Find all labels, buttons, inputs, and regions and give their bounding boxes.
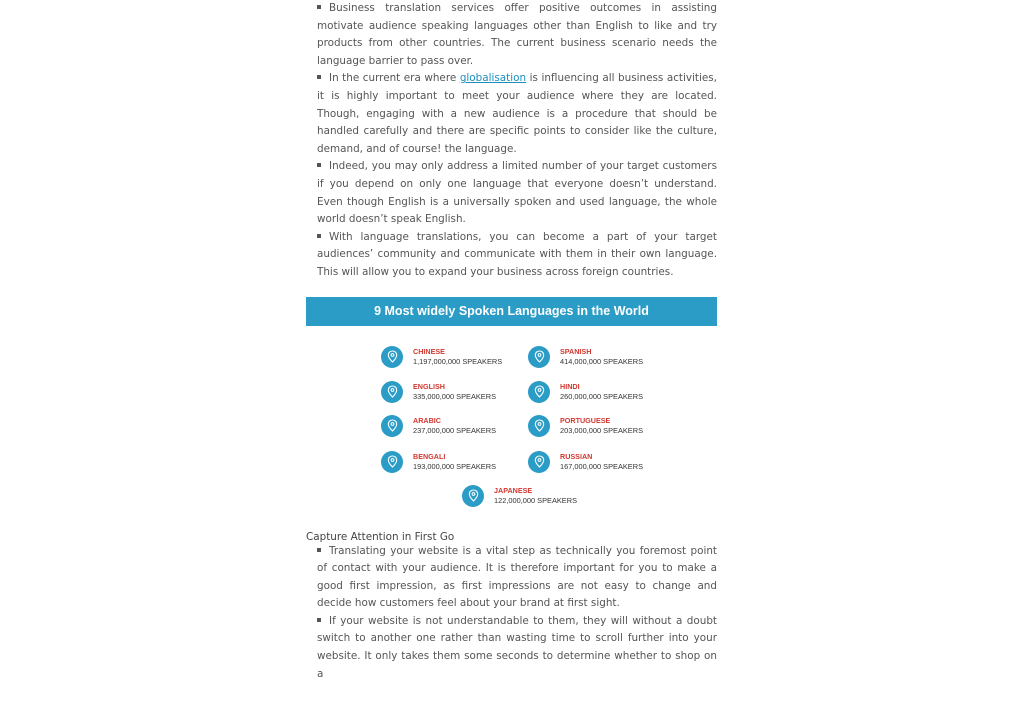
language-name: PORTUGUESE <box>560 415 611 425</box>
language-name: RUSSIAN <box>560 451 593 461</box>
location-pin-icon <box>528 346 550 368</box>
list-item: Business translation services offer positive outcomes in assisting motivate audience speaking languages other than English to like and try products from other countries. The current business scenario needs the language barrier to pass over. <box>317 2 717 67</box>
benefits-list <box>306 0 717 282</box>
first-impression-list <box>306 543 717 684</box>
speaker-count: 335,000,000 SPEAKERS <box>413 391 496 401</box>
list-item: In the current era where globalisation is influencing all business activities, it is highly important to meet your audience where they are located. Though, engaging with a new audience is a procedure that should be handled carefully and there are specific points to consider like the culture, demand, and of course! the language. <box>317 72 717 155</box>
location-pin-icon <box>528 415 550 437</box>
speaker-count: 203,000,000 SPEAKERS <box>560 425 643 435</box>
language-name: JAPANESE <box>494 485 533 495</box>
list-item: With language translations, you can become a part of your target audiences’ community and communicate with them in their own language. This will allow you to expand your business across foreign countries. <box>317 230 717 278</box>
language-name: CHINESE <box>413 346 445 356</box>
language-item-russian <box>528 451 643 473</box>
location-pin-icon <box>381 415 403 437</box>
languages-infographic <box>306 297 717 511</box>
speaker-count: 122,000,000 SPEAKERS <box>494 495 577 505</box>
list-item: If your website is not understandable to them, they will without a doubt switch to another one rather than wasting time to scroll further into your website. It only takes them some seconds to determine whether to shop on a <box>317 614 717 680</box>
speaker-count: 237,000,000 SPEAKERS <box>413 425 496 435</box>
language-item-english <box>381 381 496 403</box>
section-heading: Capture Attention in First Go <box>306 530 455 543</box>
square-bullet-icon <box>317 234 321 238</box>
speaker-count: 167,000,000 SPEAKERS <box>560 461 643 471</box>
language-name: ENGLISH <box>413 381 445 391</box>
square-bullet-icon <box>317 75 321 79</box>
square-bullet-icon <box>317 618 321 622</box>
speaker-count: 193,000,000 SPEAKERS <box>413 461 496 471</box>
square-bullet-icon <box>317 163 321 167</box>
list-item: Indeed, you may only address a limited number of your target customers if you depend on only one language that everyone doesn’t understand. Even though English is a universally spoken and used language, the whole world doesn’t speak English. <box>317 160 717 226</box>
language-item-hindi <box>528 381 643 403</box>
language-item-japanese <box>462 485 577 507</box>
language-name: ARABIC <box>413 415 441 425</box>
language-item-bengali <box>381 451 496 473</box>
language-item-arabic <box>381 415 496 437</box>
language-name: BENGALI <box>413 451 446 461</box>
speaker-count: 1,197,000,000 SPEAKERS <box>413 356 503 366</box>
location-pin-icon <box>528 381 550 403</box>
location-pin-icon <box>462 485 484 507</box>
infographic-body <box>306 326 717 511</box>
speaker-count: 260,000,000 SPEAKERS <box>560 391 643 401</box>
location-pin-icon <box>381 346 403 368</box>
square-bullet-icon <box>317 548 321 552</box>
list-item: Translating your website is a vital step as technically you foremost point of contact with your audience. It is therefore important for you to make a good first impression, as first impressions are not easy to change and decide how customers feel about your brand at first sight. <box>317 544 717 610</box>
speaker-count: 414,000,000 SPEAKERS <box>560 356 643 366</box>
location-pin-icon <box>528 451 550 473</box>
article-content <box>306 0 717 683</box>
infographic-title: 9 Most widely Spoken Languages in the World <box>306 297 717 326</box>
language-item-portuguese <box>528 415 643 437</box>
location-pin-icon <box>381 451 403 473</box>
language-name: SPANISH <box>560 346 592 356</box>
language-name: HINDI <box>560 381 580 391</box>
square-bullet-icon <box>317 5 321 9</box>
language-item-spanish <box>528 346 643 368</box>
location-pin-icon <box>381 381 403 403</box>
globalisation-link[interactable]: globalisation <box>459 72 527 85</box>
language-item-chinese <box>381 346 502 368</box>
